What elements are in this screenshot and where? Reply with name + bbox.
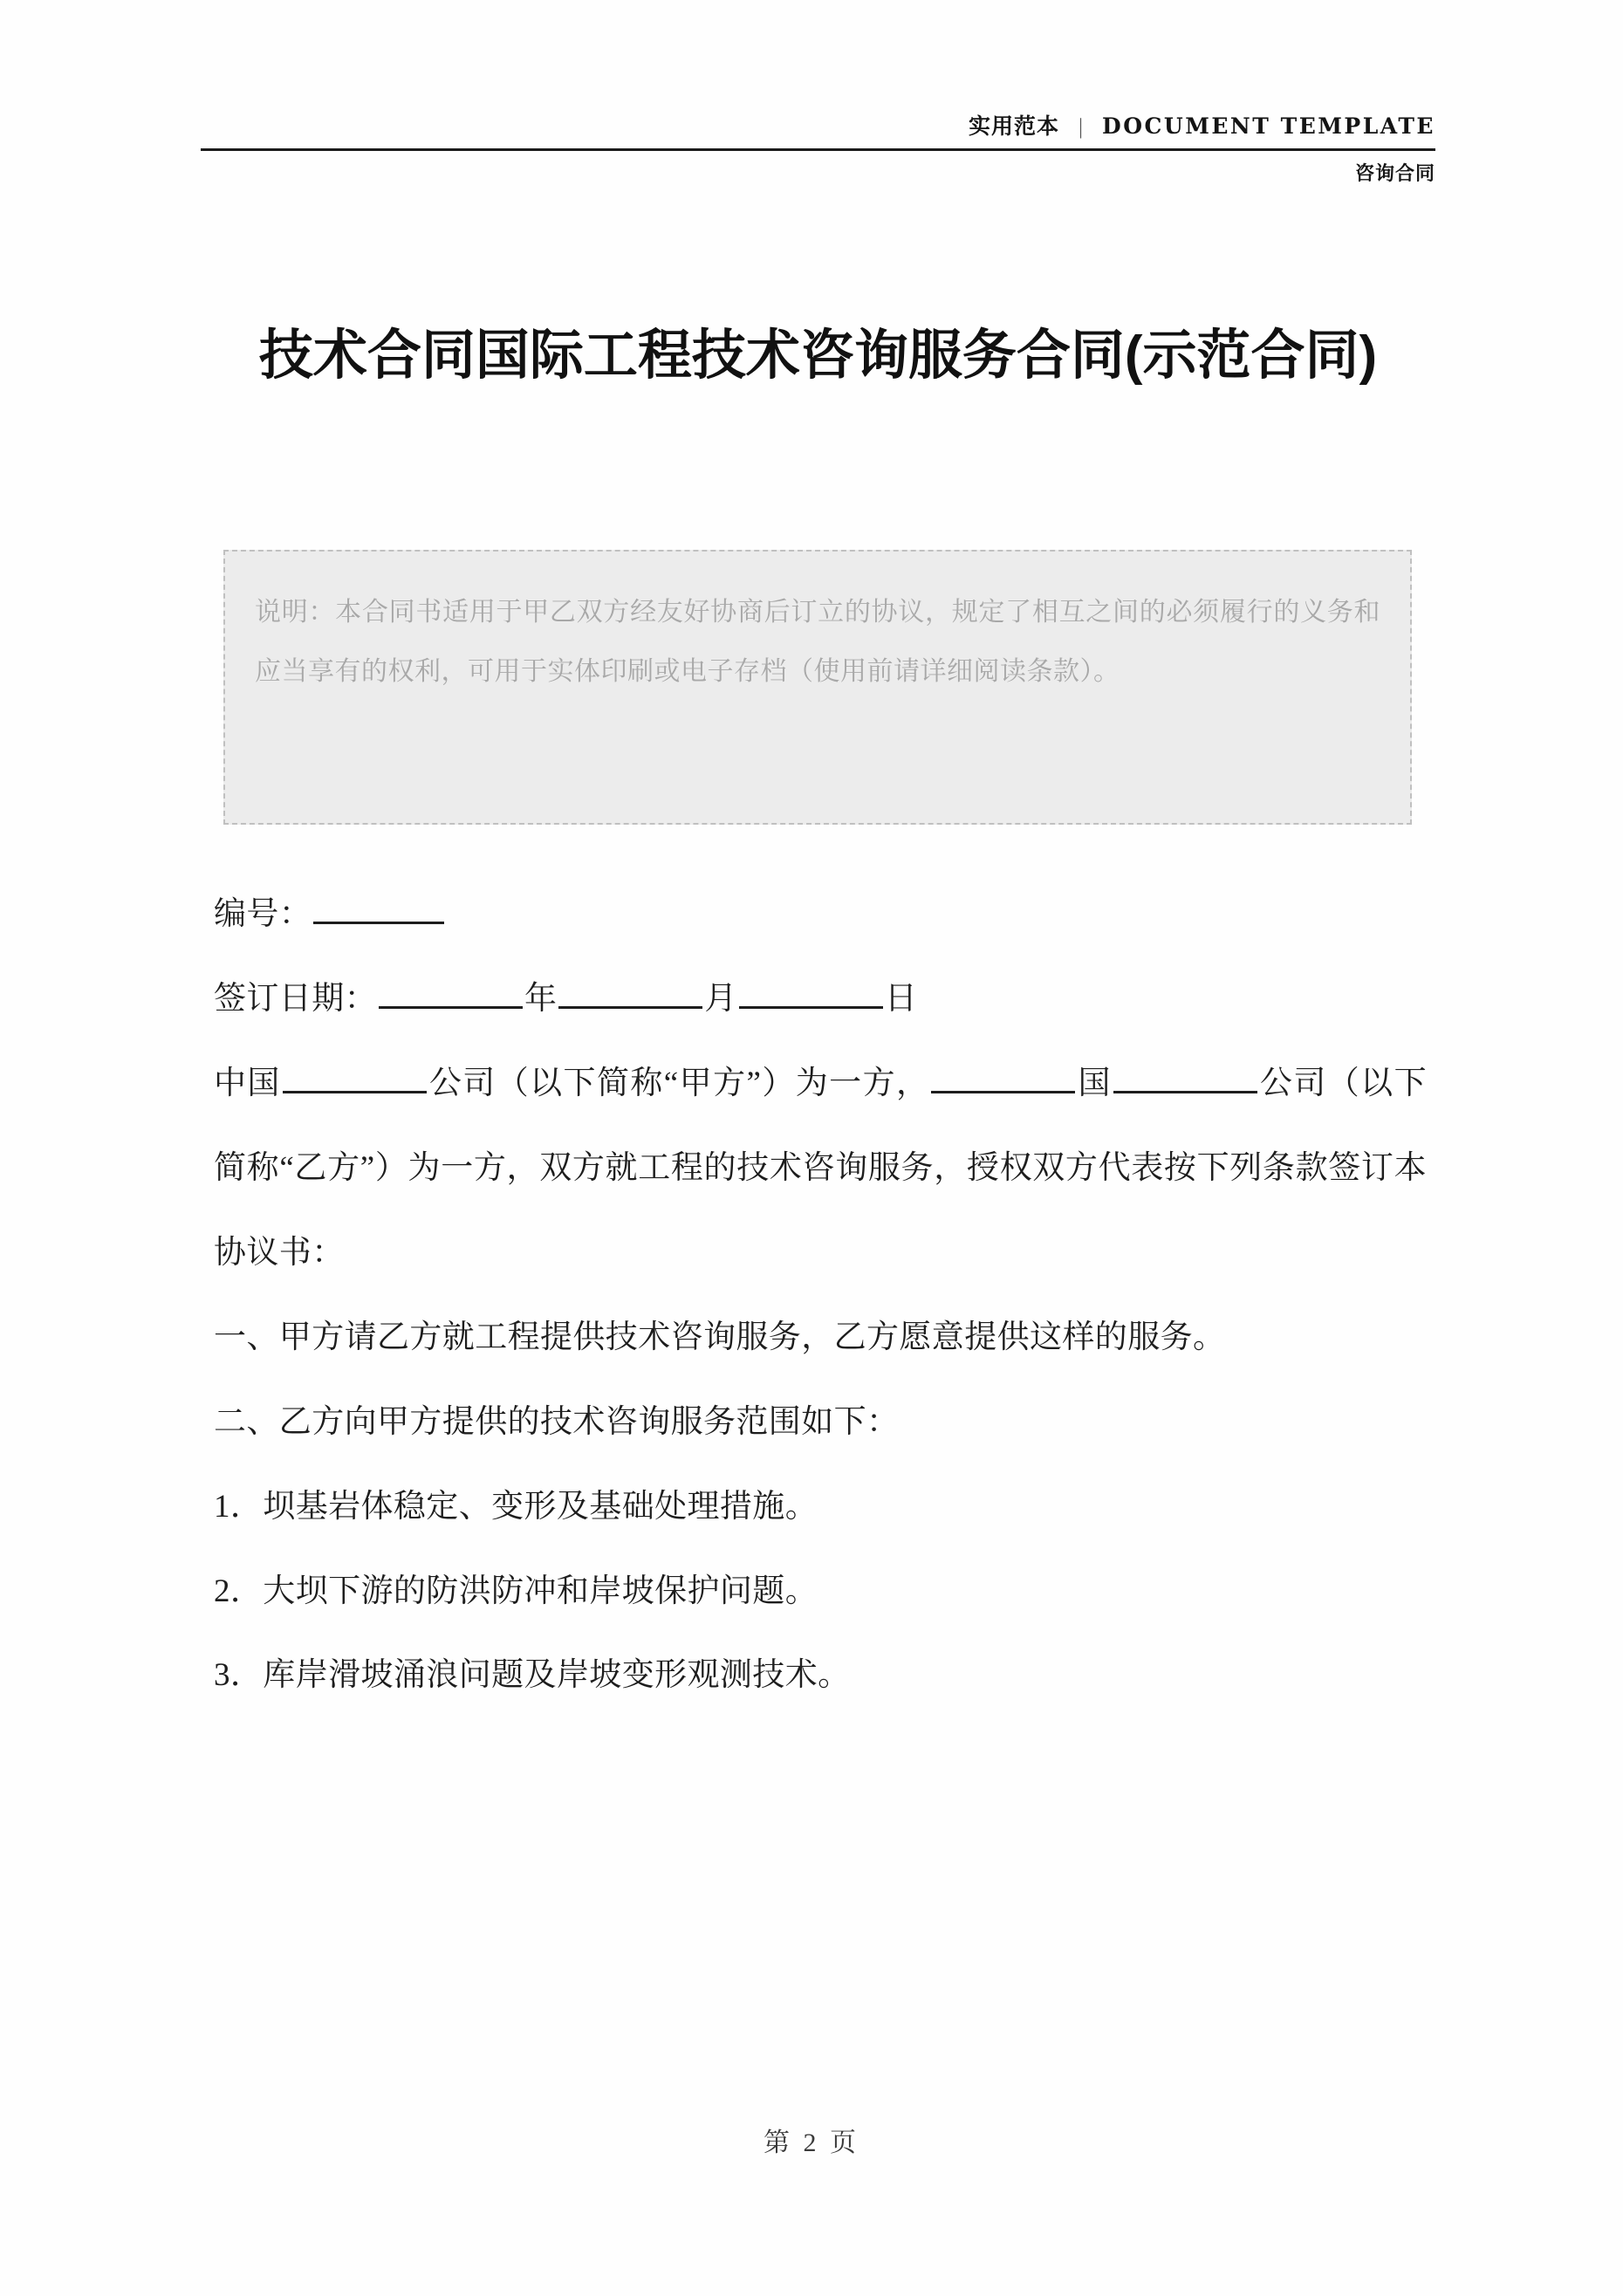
party-a-company-blank[interactable] — [283, 1091, 427, 1093]
scope-item-3: 3．库岸滑坡涌浪问题及岸坡变形观测技术。 — [214, 1657, 851, 1694]
brand-name-en: DOCUMENT TEMPLATE — [1102, 113, 1435, 139]
party-b-company-blank[interactable] — [1113, 1091, 1257, 1093]
sign-date-line — [214, 957, 1427, 1042]
page-number: 第 2 页 — [764, 2128, 859, 2157]
notice-text: 说明：本合同书适用于甲乙双方经友好协商后订立的协议，规定了相互之间的必须履行的义务和应当享有的权利，可用于实体印刷或电子存档（使用前请详细阅读条款）。 — [255, 598, 1380, 687]
page-footer — [0, 2121, 1623, 2159]
brand-separator: | — [1079, 115, 1084, 139]
header-category: 咨询合同 — [1354, 162, 1435, 184]
contract-number-label: 编号： — [214, 896, 312, 932]
party-a-country-prefix: 中国 — [214, 1065, 281, 1101]
sign-date-day-blank[interactable] — [739, 1006, 883, 1009]
scope-item-2: 2．大坝下游的防洪防冲和岸坡保护问题。 — [214, 1573, 818, 1609]
header-brand-row — [201, 109, 1435, 151]
sign-date-month-unit: 月 — [704, 980, 737, 1017]
clause-one: 一、甲方请乙方就工程提供技术咨询服务，乙方愿意提供这样的服务。 — [214, 1319, 1226, 1355]
page-title: 技术合同国际工程技术咨询服务合同(示范合同) — [258, 325, 1378, 386]
sign-date-day-unit: 日 — [884, 980, 918, 1017]
scope-item-1: 1．坝基岩体稳定、变形及基础处理措施。 — [214, 1488, 818, 1525]
party-b-country-blank[interactable] — [931, 1091, 1075, 1093]
party-a-description: 公司（以下简称“甲方”）为一方， — [428, 1065, 930, 1101]
party-b-country-suffix: 国 — [1077, 1065, 1112, 1101]
contract-number-line — [214, 873, 1427, 957]
sign-date-month-blank[interactable] — [558, 1006, 702, 1009]
sign-date-year-unit: 年 — [524, 980, 558, 1017]
document-header — [201, 109, 1435, 186]
sign-date-label: 签订日期： — [214, 980, 377, 1017]
contract-number-blank[interactable] — [313, 922, 444, 924]
document-body — [214, 873, 1427, 1718]
brand-name-cn: 实用范本 — [969, 114, 1060, 139]
notice-box — [223, 550, 1412, 825]
clause-two: 二、乙方向甲方提供的技术咨询服务范围如下： — [214, 1403, 900, 1440]
sign-date-year-blank[interactable] — [379, 1006, 523, 1009]
party-b-description: 公司（以下简称“乙方”）为一方，双方就工程的技术咨询服务，授权双方代表按下列条款签订本协议书： — [214, 1065, 1427, 1271]
parties-paragraph — [214, 1042, 1427, 1296]
